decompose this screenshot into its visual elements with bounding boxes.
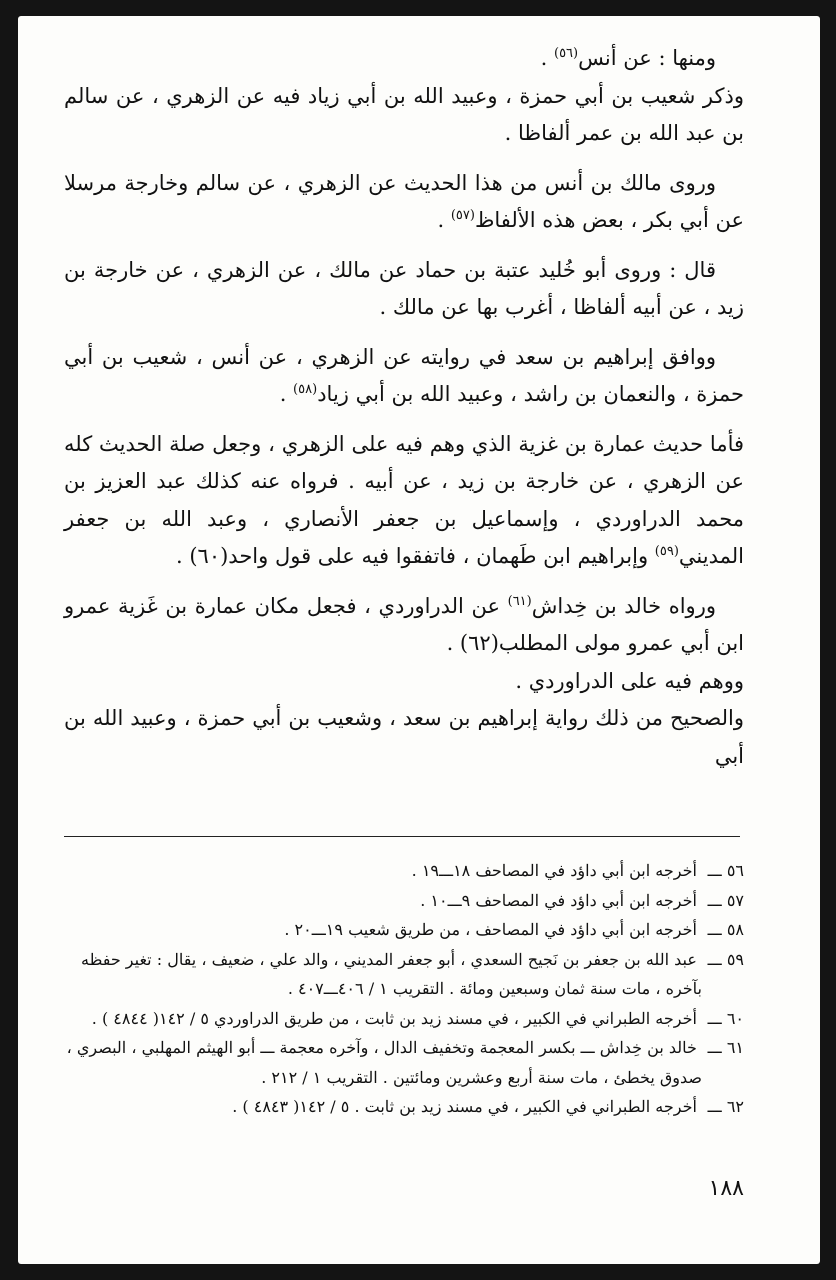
footnote-ref: (٥٨) <box>293 382 318 397</box>
paragraph: ومنها : عن أنس$^{(٥٦)}$ . <box>540 46 716 70</box>
main-text <box>64 40 744 787</box>
footnotes <box>64 856 744 1122</box>
paragraph: وذكر شعيب بن أبي حمزة ، وعبيد الله بن أبي زياد فيه عن الزهري ، عن سالم بن عبد الله بن عمر ألفاظا . <box>64 83 744 145</box>
footnote-number: ٥٦ ـــ <box>707 861 744 880</box>
footnote-number: ٥٧ ـــ <box>707 890 744 910</box>
footnote-item: ٥٩ ـــ عبد الله بن جعفر بن نَجيح السعدي ، أبو جعفر المديني ، والد علي ، ضعيف ، يقال : تغير حفظه <box>64 945 744 975</box>
footnote-number: ٦٠ ـــ <box>707 1008 744 1028</box>
footnote-continuation: بآخره ، مات سنة ثمان وسبعين ومائة . التقريب ١ / ٤٠٦ـــ٤٠٧ . <box>287 979 702 998</box>
footnote-continuation: صدوق يخطئ ، مات سنة أربع وعشرين ومائتين . التقريب ١ / ٢١٢ . <box>261 1067 702 1087</box>
page-number: ١٨٨ <box>708 1176 744 1201</box>
footnote-item: ٥٧ ـــ أخرجه ابن أبي داؤد في المصاحف ٩ـــ١٠ . <box>64 886 744 916</box>
footnote-item: ٥٨ ـــ أخرجه ابن أبي داؤد في المصاحف ، من طريق شعيب ١٩ـــ٢٠ . <box>64 915 744 945</box>
paragraph: وروى مالك بن أنس من هذا الحديث عن الزهري ، عن سالم وخارجة مرسلا عن أبي بكر ، بعض هذه الألفاظ$^{(٥٧)}$ . <box>64 170 744 232</box>
footnote-number: ٦١ ـــ <box>707 1038 744 1057</box>
footnote-ref: (٥٩) <box>654 544 679 559</box>
footnote-item: ٦١ ـــ خالد بن خِداش ـــ بكسر المعجمة وتخفيف الدال ، وآخره معجمة ـــ أبو الهيثم المهلبي ، البصري ، <box>64 1033 744 1063</box>
paragraph: ووهم فيه على الدراوردي . <box>515 668 744 693</box>
footnote-number: ٥٨ ـــ <box>707 920 744 939</box>
paragraph: قال : وروى أبو خُليد عتبة بن حماد عن مالك ، عن الزهري ، عن خارجة بن زيد ، عن أبيه ألفاظا ، أغرب بها عن مالك . <box>64 257 744 319</box>
footnote-ref: (٦١) <box>507 593 532 609</box>
paragraph: والصحيح من ذلك رواية إبراهيم بن سعد ، وشعيب بن أبي حمزة ، وعبيد الله بن أبي <box>64 706 744 768</box>
footnote-number: ٦٢ ـــ <box>707 1097 744 1116</box>
footnote-divider <box>64 836 740 837</box>
footnote-ref: (٥٧) <box>450 208 475 223</box>
footnote-item: ٦٢ ـــ أخرجه الطبراني في الكبير ، في مسند زيد بن ثابت . ٥ / ١٤٢( ٤٨٤٣ ) . <box>64 1092 744 1122</box>
footnote-number: ٥٩ ـــ <box>707 949 744 969</box>
footnote-ref: (٥٦) <box>553 46 579 61</box>
paragraph: ورواه خالد بن خِداش$^{(٦١)}$ عن الدراوردي ، فجعل مكان عمارة بن غَزية عمرو ابن أبي عمرو مولى المطلب(٦٢) . <box>64 593 744 655</box>
footnote-item: ٥٦ ـــ أخرجه ابن أبي داؤد في المصاحف ١٨ـــ١٩ . <box>64 856 744 886</box>
paragraph: فأما حديث عمارة بن غزية الذي وهم فيه على الزهري ، وجعل صلة الحديث كله عن الزهري ، عن خارجة بن زيد ، عن أبيه . فرواه عنه كذلك عبد العزيز بن محمد الدراوردي ، وإسماعيل بن جعفر الأنصاري ، وعبد الله بن جعفر المديني$^{(٥٩)}$ وإبراهيم ابن طَهمان ، فاتفقوا فيه على قول واحد(٦٠) . <box>64 431 744 568</box>
footnote-item: ٦٠ ـــ أخرجه الطبراني في الكبير ، في مسند زيد بن ثابت ، من طريق الدراوردي ٥ / ١٤٢( ٤٨٤٤ ) . <box>64 1004 744 1034</box>
paragraph: ووافق إبراهيم بن سعد في روايته عن الزهري ، عن أنس ، شعيب بن أبي حمزة ، والنعمان بن راشد ، وعبيد الله بن أبي زياد$^{(٥٨)}$ . <box>64 344 744 406</box>
